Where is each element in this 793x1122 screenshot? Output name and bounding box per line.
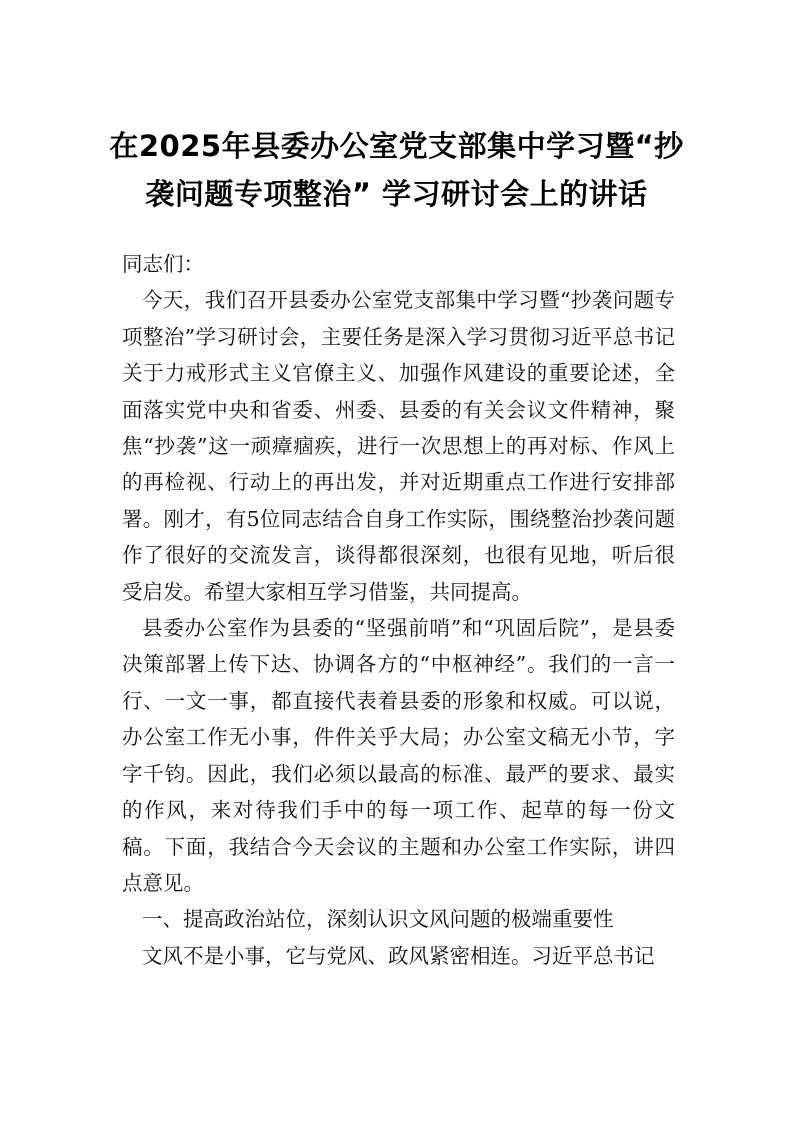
paragraph-writing-style: 文风不是小事，它与党风、政风紧密相连。习近平总书记 xyxy=(142,943,655,968)
document-title: 在2025年县委办公室党支部集中学习暨“抄袭问题专项整治” 学习研讨会上的讲话 xyxy=(109,129,684,211)
paragraph-opening: 今天，我们召开县委办公室党支部集中学习暨“抄袭问题专项整治”学习研讨会，主要任务是深入学习贯彻习近平总书记关于力戒形式主义官僚主义、加强作风建设的重要论述，全面落实党中央和省委、州委、县委的有关会议文件精神，聚焦“抄袭”这一顽瘴痼疾，进行一次思想上的再对标、作风上的再检视、行动上的再出发，并对近期重点工作进行安排部署。刚才，有5位同志结合自身工作实际，围绕整治抄袭问题作了很好的交流发言，谈得都很深刻，也很有见地，听后很受启发。希望大家相互学习借鉴，共同提高。 xyxy=(122,288,675,604)
document-body xyxy=(122,246,675,974)
section-heading-1: 一、提高政治站位，深刻认识文风问题的极端重要性 xyxy=(142,907,614,932)
salutation: 同志们： xyxy=(122,252,204,276)
paragraph-office-role: 县委办公室作为县委的“坚强前哨”和“巩固后院”，是县委决策部署上传下达、协调各方的“中枢神经”。我们的一言一行、一文一事，都直接代表着县委的形象和权威。可以说，办公室工作无小事，件件关乎大局；办公室文稿无小节，字字千钧。因此，我们必须以最高的标准、最严的要求、最实的作风，来对待我们手中的每一项工作、起草的每一份文稿。下面，我结合今天会议的主题和办公室工作实际，讲四点意见。 xyxy=(122,616,675,895)
